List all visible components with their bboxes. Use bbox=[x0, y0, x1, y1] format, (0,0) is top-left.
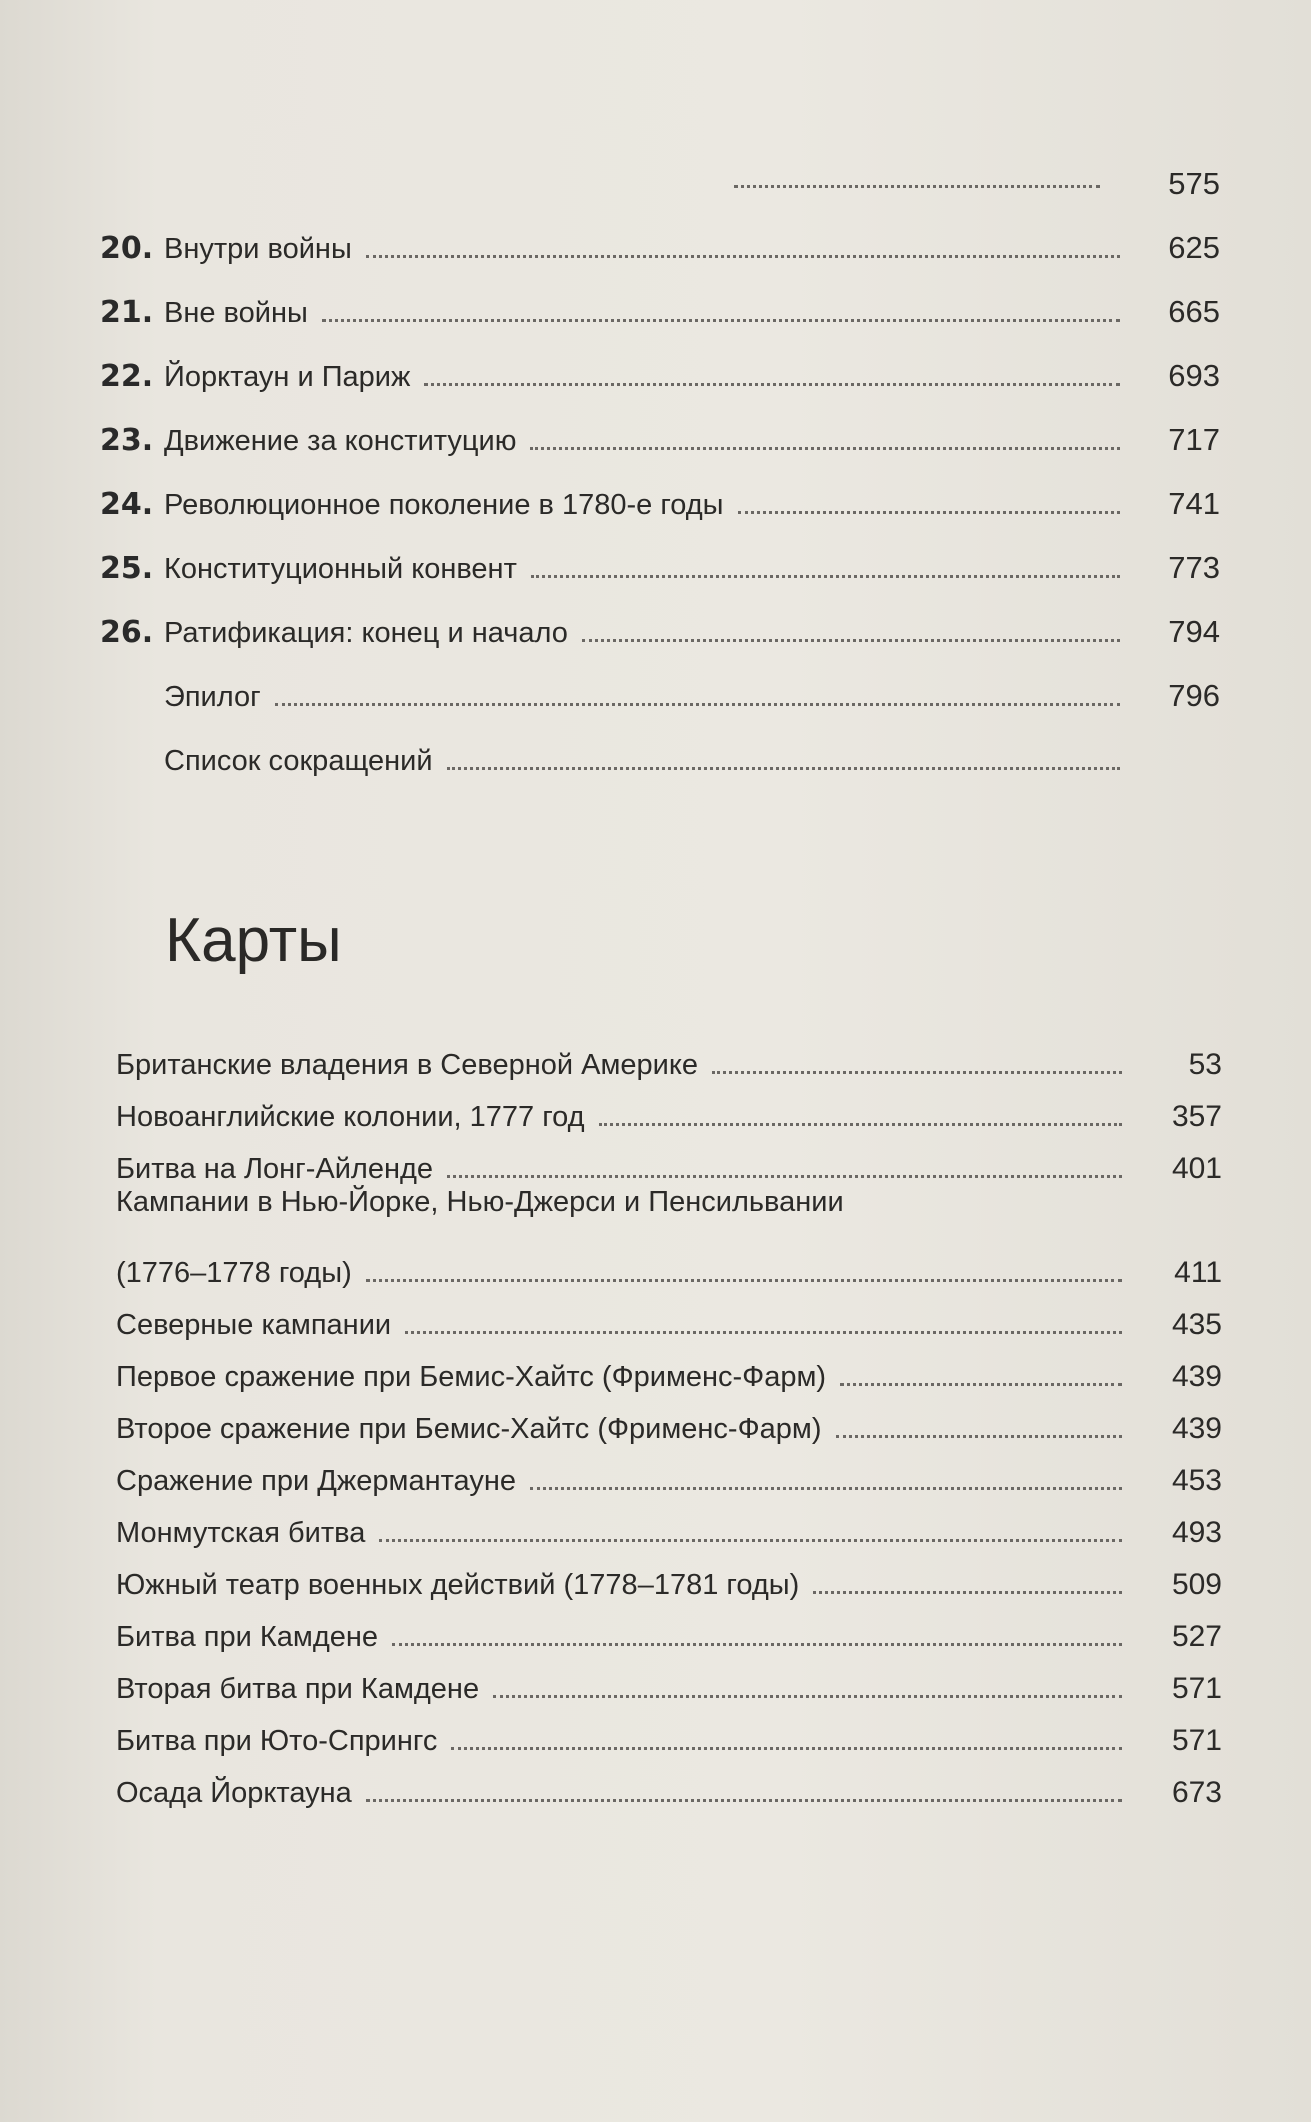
map-row bbox=[116, 1550, 1222, 1602]
chapter-title: Внутри войны bbox=[164, 233, 352, 265]
leader-dots bbox=[493, 1695, 1122, 1698]
toc-top-row bbox=[100, 160, 1220, 202]
leader-dots bbox=[599, 1123, 1122, 1126]
map-title-line2 bbox=[116, 1257, 1142, 1290]
chapter-title: Список сокращений bbox=[164, 745, 433, 777]
map-page: 435 bbox=[1171, 1308, 1222, 1341]
chapter-title: Конституционный конвент bbox=[164, 553, 517, 585]
chapter-number: 22. bbox=[100, 359, 154, 394]
maps-heading: Карты bbox=[165, 906, 342, 975]
chapter-title: Революционное поколение в 1780-е годы bbox=[164, 489, 724, 521]
chapter-page: 741 bbox=[1168, 486, 1220, 521]
map-title: Южный театр военных действий (1778–1781 годы) bbox=[116, 1569, 800, 1601]
chapter-title: Движение за конституцию bbox=[164, 425, 517, 457]
map-row bbox=[116, 1290, 1222, 1342]
leader-dots bbox=[734, 185, 1100, 188]
chapter-page: 717 bbox=[1168, 422, 1220, 457]
maps-list bbox=[116, 1030, 1222, 1810]
leader-dots bbox=[530, 447, 1120, 450]
map-title: Осада Йорктауна bbox=[116, 1777, 352, 1809]
toc-row bbox=[100, 458, 1220, 522]
chapter-page: 796 bbox=[1168, 678, 1220, 713]
map-title: Северные кампании bbox=[116, 1309, 392, 1341]
chapter-number: 25. bbox=[100, 551, 154, 586]
chapter-page: 773 bbox=[1168, 550, 1220, 585]
map-page: 401 bbox=[1171, 1152, 1222, 1185]
leader-dots bbox=[366, 1799, 1122, 1802]
chapter-page: 794 bbox=[1168, 614, 1220, 649]
chapter-page: 625 bbox=[1168, 230, 1220, 265]
chapter-title: Ратификация: конец и начало bbox=[164, 617, 568, 649]
map-page: 439 bbox=[1171, 1360, 1222, 1393]
map-row bbox=[116, 1602, 1222, 1654]
leader-dots bbox=[836, 1435, 1123, 1438]
map-row bbox=[116, 1186, 1222, 1290]
toc-row bbox=[100, 714, 1220, 778]
leader-dots bbox=[424, 383, 1120, 386]
map-page: 673 bbox=[1171, 1776, 1222, 1809]
map-title: Новоанглийские колонии, 1777 год bbox=[116, 1101, 585, 1133]
chapter-number: 20. bbox=[100, 231, 154, 266]
leader-dots bbox=[712, 1071, 1122, 1074]
map-row bbox=[116, 1498, 1222, 1550]
map-page: 411 bbox=[1174, 1256, 1222, 1289]
leader-dots bbox=[447, 1175, 1122, 1178]
map-row bbox=[116, 1654, 1222, 1706]
leader-dots bbox=[366, 255, 1120, 258]
chapter-page: 693 bbox=[1168, 358, 1220, 393]
toc-row bbox=[100, 202, 1220, 266]
leader-dots bbox=[447, 767, 1120, 770]
map-row bbox=[116, 1758, 1222, 1810]
toc-row bbox=[100, 650, 1220, 714]
map-title: Битва при Камдене bbox=[116, 1621, 379, 1653]
map-page: 571 bbox=[1171, 1724, 1222, 1757]
chapter-title: Эпилог bbox=[164, 681, 261, 713]
leader-dots bbox=[531, 575, 1120, 578]
map-title: Первое сражение при Бемис-Хайтс (Фрименс-Фарм) bbox=[116, 1361, 827, 1393]
toc-top-page: 575 bbox=[1168, 166, 1220, 201]
chapter-title: Вне войны bbox=[164, 297, 308, 329]
leader-dots bbox=[813, 1591, 1122, 1594]
chapter-number: 24. bbox=[100, 487, 154, 522]
map-row bbox=[116, 1082, 1222, 1134]
toc-row bbox=[100, 266, 1220, 330]
leader-dots bbox=[582, 639, 1120, 642]
toc-row bbox=[100, 522, 1220, 586]
toc-continued bbox=[100, 160, 1220, 778]
leader-dots bbox=[840, 1383, 1122, 1386]
map-row bbox=[116, 1446, 1222, 1498]
map-row bbox=[116, 1706, 1222, 1758]
toc-row bbox=[100, 330, 1220, 394]
map-title: Сражение при Джермантауне bbox=[116, 1465, 516, 1497]
map-page: 509 bbox=[1171, 1568, 1222, 1601]
map-title: Монмутская битва bbox=[116, 1517, 366, 1549]
map-title: Вторая битва при Камдене bbox=[116, 1673, 480, 1705]
map-page: 357 bbox=[1171, 1100, 1222, 1133]
map-title: Британские владения в Северной Америке bbox=[116, 1049, 698, 1081]
map-row bbox=[116, 1342, 1222, 1394]
toc-row bbox=[100, 586, 1220, 650]
map-row bbox=[116, 1394, 1222, 1446]
chapter-page: 665 bbox=[1168, 294, 1220, 329]
map-title-block bbox=[116, 1186, 1142, 1290]
leader-dots bbox=[392, 1643, 1122, 1646]
map-row bbox=[116, 1030, 1222, 1082]
chapter-title: Йорктаун и Париж bbox=[164, 361, 411, 393]
chapter-number: 21. bbox=[100, 295, 154, 330]
map-title: Битва при Юто-Спрингс bbox=[116, 1725, 438, 1757]
leader-dots bbox=[451, 1747, 1122, 1750]
leader-dots bbox=[322, 319, 1120, 322]
map-title: Битва на Лонг-Айленде bbox=[116, 1153, 434, 1185]
leader-dots bbox=[275, 703, 1120, 706]
leader-dots bbox=[405, 1331, 1122, 1334]
leader-dots bbox=[379, 1539, 1122, 1542]
leader-dots bbox=[366, 1279, 1122, 1282]
chapter-number: 26. bbox=[100, 615, 154, 650]
toc-row bbox=[100, 394, 1220, 458]
map-page: 493 bbox=[1171, 1516, 1222, 1549]
map-row bbox=[116, 1134, 1222, 1186]
leader-dots bbox=[738, 511, 1120, 514]
map-page: 527 bbox=[1171, 1620, 1222, 1653]
map-page: 439 bbox=[1171, 1412, 1222, 1445]
map-page: 571 bbox=[1171, 1672, 1222, 1705]
map-page: 53 bbox=[1188, 1048, 1222, 1081]
chapter-number: 23. bbox=[100, 423, 154, 458]
map-title-continued: (1776–1778 годы) bbox=[116, 1257, 352, 1289]
map-title: Кампании в Нью-Йорке, Нью-Джерси и Пенсильвании bbox=[116, 1186, 844, 1218]
leader-dots bbox=[530, 1487, 1122, 1490]
map-page: 453 bbox=[1171, 1464, 1222, 1497]
map-title: Второе сражение при Бемис-Хайтс (Фрименс-Фарм) bbox=[116, 1413, 822, 1445]
